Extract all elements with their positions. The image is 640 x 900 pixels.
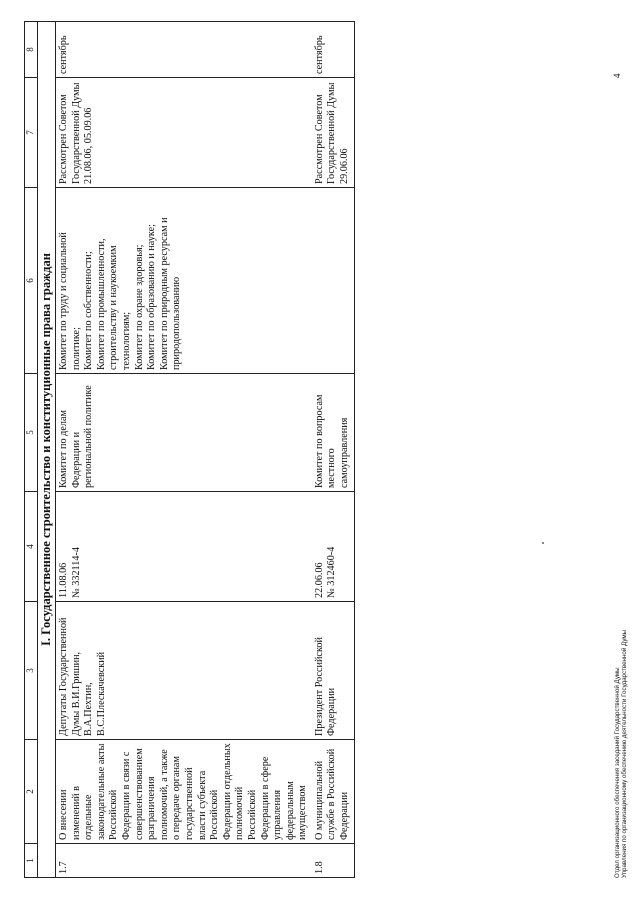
column-number: 6 bbox=[25, 188, 38, 374]
scan-speck bbox=[542, 542, 544, 544]
registration-date: 11.08.06 № 332114-4 bbox=[56, 492, 312, 602]
column-number: 8 bbox=[25, 22, 38, 78]
column-number: 5 bbox=[25, 374, 38, 492]
column-number: 7 bbox=[25, 78, 38, 188]
bill-title: О внесении изменений в отдельные законодательные акты Российской Федерации в связи с совершенствованием разграничения полномочий, а также о передаче органам государственной власти субъекта Российской Федерации отдельных полномочий Российской Федерации в сфере управления федеральным имуществом bbox=[56, 740, 312, 844]
row-number: 1.8 bbox=[312, 844, 354, 878]
page-number: 4 bbox=[612, 73, 622, 78]
footer-directorate-line: Управления по организационному обеспечению деятельности Государственной Думы bbox=[621, 629, 628, 878]
co-committees: Комитет по труду и социальной политике; Комитет по собственности; Комитет по промышленности, строительству и наукоемким технологиям; Комитет по охране здоровья; Комитет по образованию и науке; Комитет по природным ресурсам и природопользованию bbox=[56, 188, 312, 374]
bill-initiator: Президент Российской Федерации bbox=[312, 602, 354, 740]
co-committees bbox=[312, 188, 354, 374]
footer-department-line: Отдел организационного обеспечения заседаний Государственной Думы bbox=[614, 667, 621, 878]
column-number: 2 bbox=[25, 740, 38, 844]
column-number: 4 bbox=[25, 492, 38, 602]
row-number: 1.7 bbox=[56, 844, 312, 878]
review-status: Рассмотрен Советом Государственной Думы 29.06.06 bbox=[312, 78, 354, 188]
planned-month: сентябрь bbox=[312, 22, 354, 78]
bill-title: О муниципальной службе в Российской Федерации bbox=[312, 740, 354, 844]
registration-date: 22.06.06 № 312460-4 bbox=[312, 492, 354, 602]
section-heading-row bbox=[38, 22, 56, 878]
responsible-committee: Комитет по делам Федерации и региональной политике bbox=[56, 374, 312, 492]
section-title: I. Государственное строительство и конституционные права граждан bbox=[38, 22, 56, 878]
column-number: 3 bbox=[25, 602, 38, 740]
table-row bbox=[56, 22, 312, 878]
bill-schedule-table bbox=[24, 21, 355, 878]
column-number: 1 bbox=[25, 844, 38, 878]
review-status: Рассмотрен Советом Государственной Думы 21.08.06, 05.09.06 bbox=[56, 78, 312, 188]
table-row bbox=[312, 22, 354, 878]
bill-initiator: Депутаты Государственной Думы В.И.Гришин, В.А.Пехтин, В.С.Плескачевский bbox=[56, 602, 312, 740]
responsible-committee: Комитет по вопросам местного самоуправления bbox=[312, 374, 354, 492]
column-number-row bbox=[25, 22, 38, 878]
planned-month: сентябрь bbox=[56, 22, 312, 78]
